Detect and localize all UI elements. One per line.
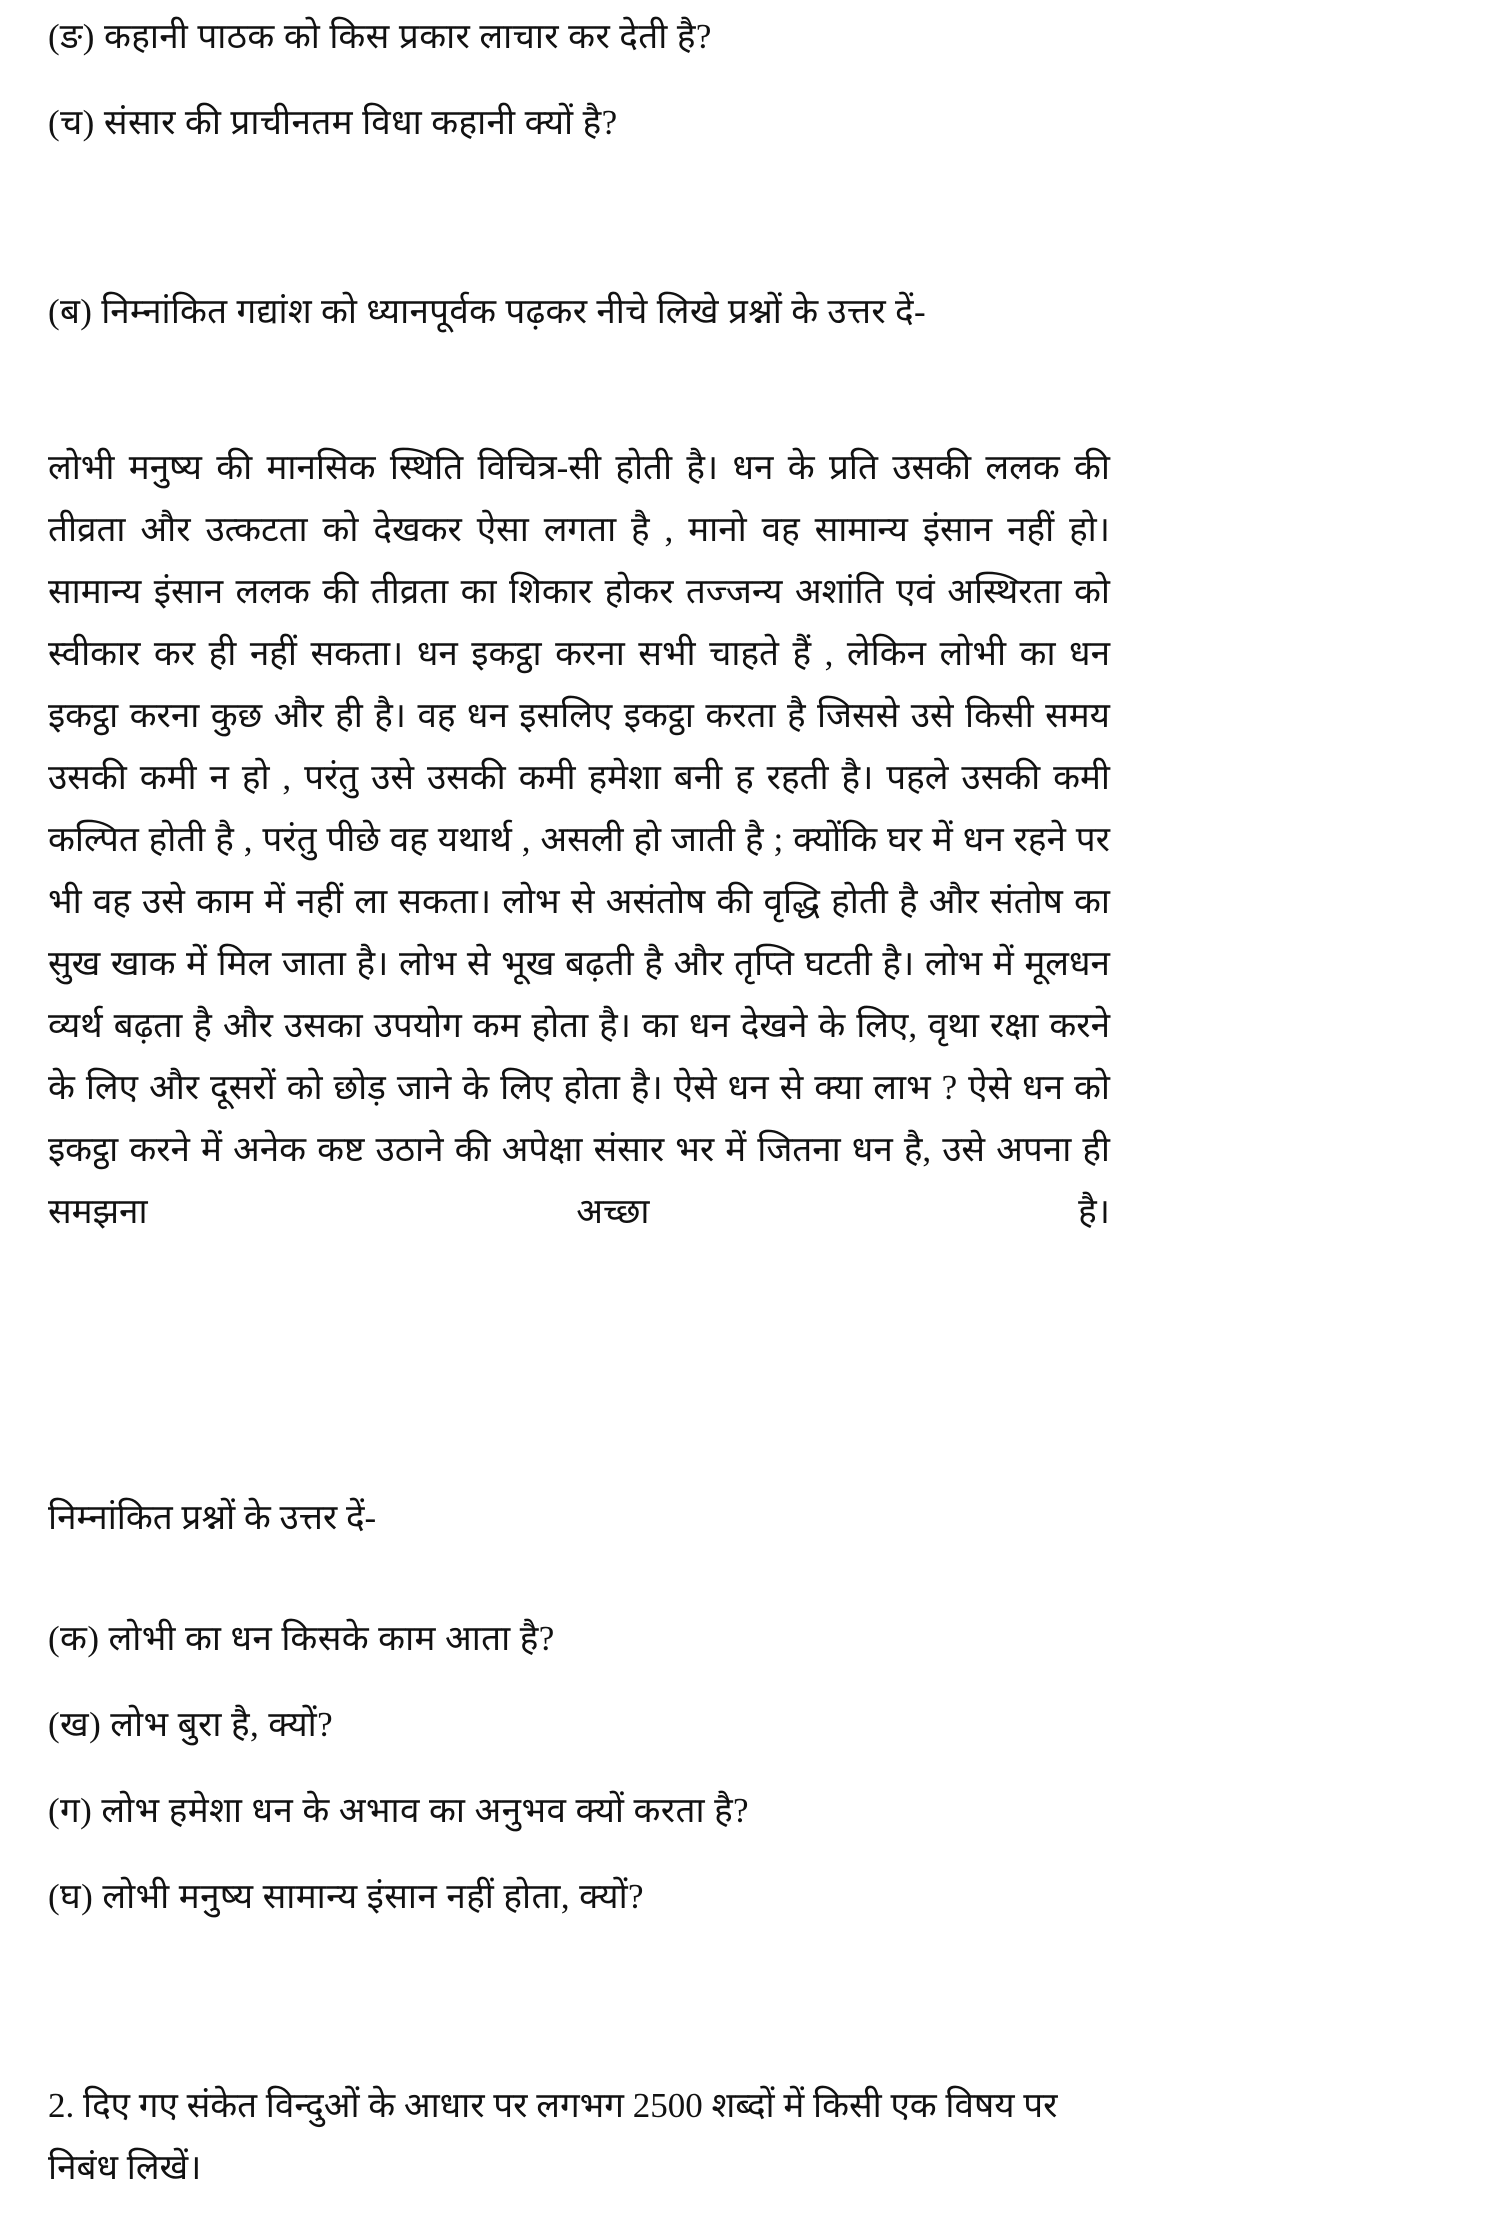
question-item-gha: (घ) लोभी मनुष्य सामान्य इंसान नहीं होता, क्यों? [48, 1877, 644, 1916]
essay-question: 2. दिए गए संकेत विन्दुओं के आधार पर लगभग 2500 शब्दों में किसी एक विषय पर निबंध लिखें। [48, 2086, 1067, 2187]
spacer [48, 1584, 1410, 1608]
question-item-kha: (ख) लोभ बुरा है, क्यों? [48, 1705, 334, 1744]
spacer [48, 1842, 1410, 1866]
spacer [48, 1928, 1410, 2040]
spacer [48, 68, 1410, 92]
carryover-question-list [48, 6, 1410, 154]
spacer [48, 378, 1410, 402]
part-b-instruction: (ब) निम्नांकित गद्यांश को ध्यानपूर्वक पढ़कर नीचे लिखे प्रश्नों के उत्तर दें- [48, 292, 926, 331]
reading-passage: लोभी मनुष्य की मानसिक स्थिति विचित्र-सी होती है। धन के प्रति उसकी ललक की तीव्रता और उत्कटता को देखकर ऐसा लगता है , मानो वह सामान्य इंसान नहीं हो। सामान्य इंसान ललक की तीव्रता का शिकार होकर तज्जन्य अशांति एवं अस्थिरता को स्वीकार कर ही नहीं सकता। धन इकट्ठा करना सभी चाहते हैं , लेकिन लोभी का धन इकट्ठा करना कुछ और ही है। वह धन इसलिए इकट्ठा करता है जिससे उसे किसी समय उसकी कमी न हो , परंतु उसे उसकी कमी हमेशा बनी ह रहती है। पहले उसकी कमी कल्पित होती है , परंतु पीछे वह यथार्थ , असली हो जाती है ; क्योंकि घर में धन रहने पर भी वह उसे काम में नहीं ला सकता। लोभ से असंतोष की वृद्धि होती है और संतोष का सुख खाक में मिल जाता है। लोभ से भूख बढ़ती है और तृप्ति घटती है। लोभ में मूलधन व्यर्थ बढ़ता है और उसका उपयोग कम होता है। का धन देखने के लिए, वृथा रक्षा करने के लिए और दूसरों को छोड़ जाने के लिए होता है। ऐसे धन से क्या लाभ ? ऐसे धन को इकट्ठा करने में अनेक कष्ट उठाने की अपेक्षा संसार भर में जितना धन है, उसे अपना ही समझना अच्छा है। [48, 448, 1110, 1231]
passage-questions-heading: निम्नांकित प्रश्नों के उत्तर दें- [48, 1498, 377, 1537]
spacer [48, 154, 1410, 246]
spacer [48, 1670, 1410, 1694]
spacer [48, 1340, 1410, 1452]
page-content [48, 0, 1410, 2234]
question-item-nga: (ङ) कहानी पाठक को किस प्रकार लाचार कर देती है? [48, 17, 712, 56]
question-item-ga: (ग) लोभ हमेशा धन के अभाव का अनुभव क्यों करता है? [48, 1791, 749, 1830]
question-item-cha: (च) संसार की प्राचीनतम विधा कहानी क्यों है? [48, 103, 618, 142]
spacer [48, 1756, 1410, 1780]
question-item-ka: (क) लोभी का धन किसके काम आता है? [48, 1619, 555, 1658]
passage-question-list [48, 1608, 1410, 1928]
